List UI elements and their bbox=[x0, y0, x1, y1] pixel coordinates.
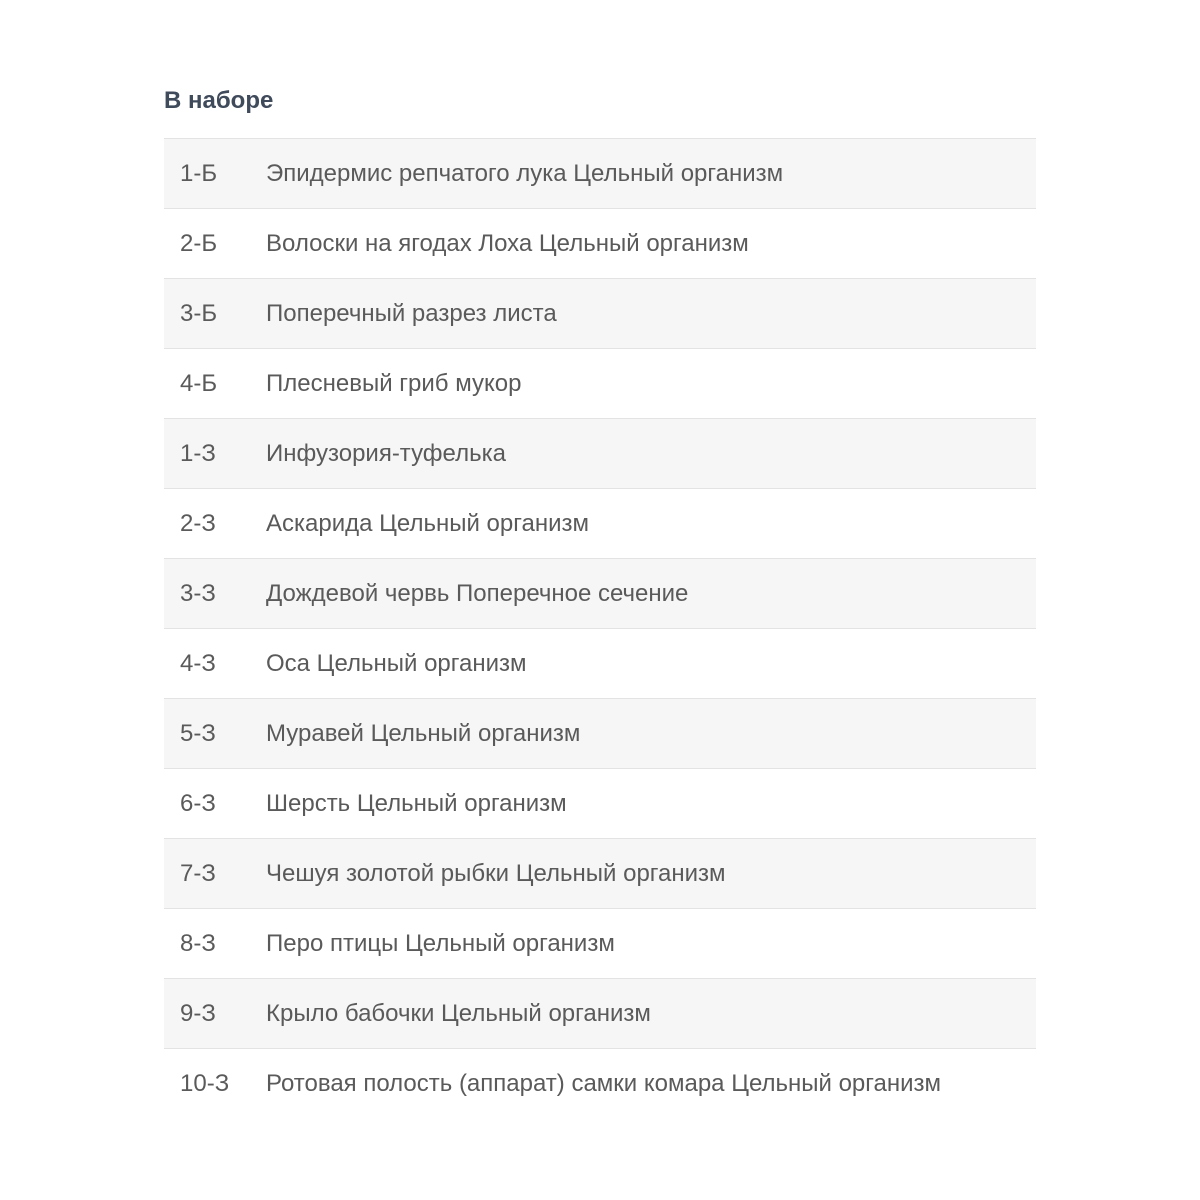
item-code: 2-З bbox=[180, 509, 216, 537]
item-code: 7-З bbox=[180, 859, 216, 887]
item-code: 3-З bbox=[180, 579, 216, 607]
item-code: 1-З bbox=[180, 439, 216, 467]
item-name: Волоски на ягодах Лоха Цельный организм bbox=[266, 229, 749, 257]
item-code: 1-Б bbox=[180, 159, 218, 187]
kit-contents-section bbox=[164, 84, 1036, 1119]
item-code: 9-З bbox=[180, 999, 216, 1027]
item-code: 5-З bbox=[180, 719, 216, 747]
item-name: Поперечный разрез листа bbox=[266, 299, 557, 327]
kit-contents-body bbox=[164, 139, 1036, 1119]
item-code: 3-Б bbox=[180, 299, 218, 327]
table-row bbox=[164, 209, 1036, 279]
item-code: 6-З bbox=[180, 789, 216, 817]
item-name: Шерсть Цельный организм bbox=[266, 789, 567, 817]
item-name: Чешуя золотой рыбки Цельный организм bbox=[266, 859, 726, 887]
item-name: Ротовая полость (аппарат) самки комара Цельный организм bbox=[266, 1069, 942, 1097]
table-row bbox=[164, 489, 1036, 559]
item-name: Эпидермис репчатого лука Цельный организм bbox=[266, 159, 784, 187]
table-row bbox=[164, 139, 1036, 209]
table-row bbox=[164, 629, 1036, 699]
item-name: Муравей Цельный организм bbox=[266, 719, 581, 747]
item-name: Перо птицы Цельный организм bbox=[266, 929, 615, 957]
item-code: 8-З bbox=[180, 929, 216, 957]
item-name: Плесневый гриб мукор bbox=[266, 369, 522, 397]
section-title: В наборе bbox=[164, 87, 274, 114]
item-name: Дождевой червь Поперечное сечение bbox=[266, 579, 689, 607]
table-row bbox=[164, 559, 1036, 629]
item-name: Инфузория-туфелька bbox=[266, 439, 506, 467]
item-code: 10-З bbox=[180, 1069, 230, 1097]
item-code: 2-Б bbox=[180, 229, 218, 257]
table-row bbox=[164, 419, 1036, 489]
table-row bbox=[164, 979, 1036, 1049]
table-row bbox=[164, 909, 1036, 979]
table-row bbox=[164, 839, 1036, 909]
table-row bbox=[164, 699, 1036, 769]
table-row bbox=[164, 1049, 1036, 1119]
table-row bbox=[164, 769, 1036, 839]
kit-contents-table bbox=[164, 138, 1036, 1119]
table-row bbox=[164, 279, 1036, 349]
item-name: Аскарида Цельный организм bbox=[266, 509, 589, 537]
item-code: 4-Б bbox=[180, 369, 218, 397]
item-code: 4-З bbox=[180, 649, 216, 677]
item-name: Оса Цельный организм bbox=[266, 649, 527, 677]
table-row bbox=[164, 349, 1036, 419]
item-name: Крыло бабочки Цельный организм bbox=[266, 999, 651, 1027]
